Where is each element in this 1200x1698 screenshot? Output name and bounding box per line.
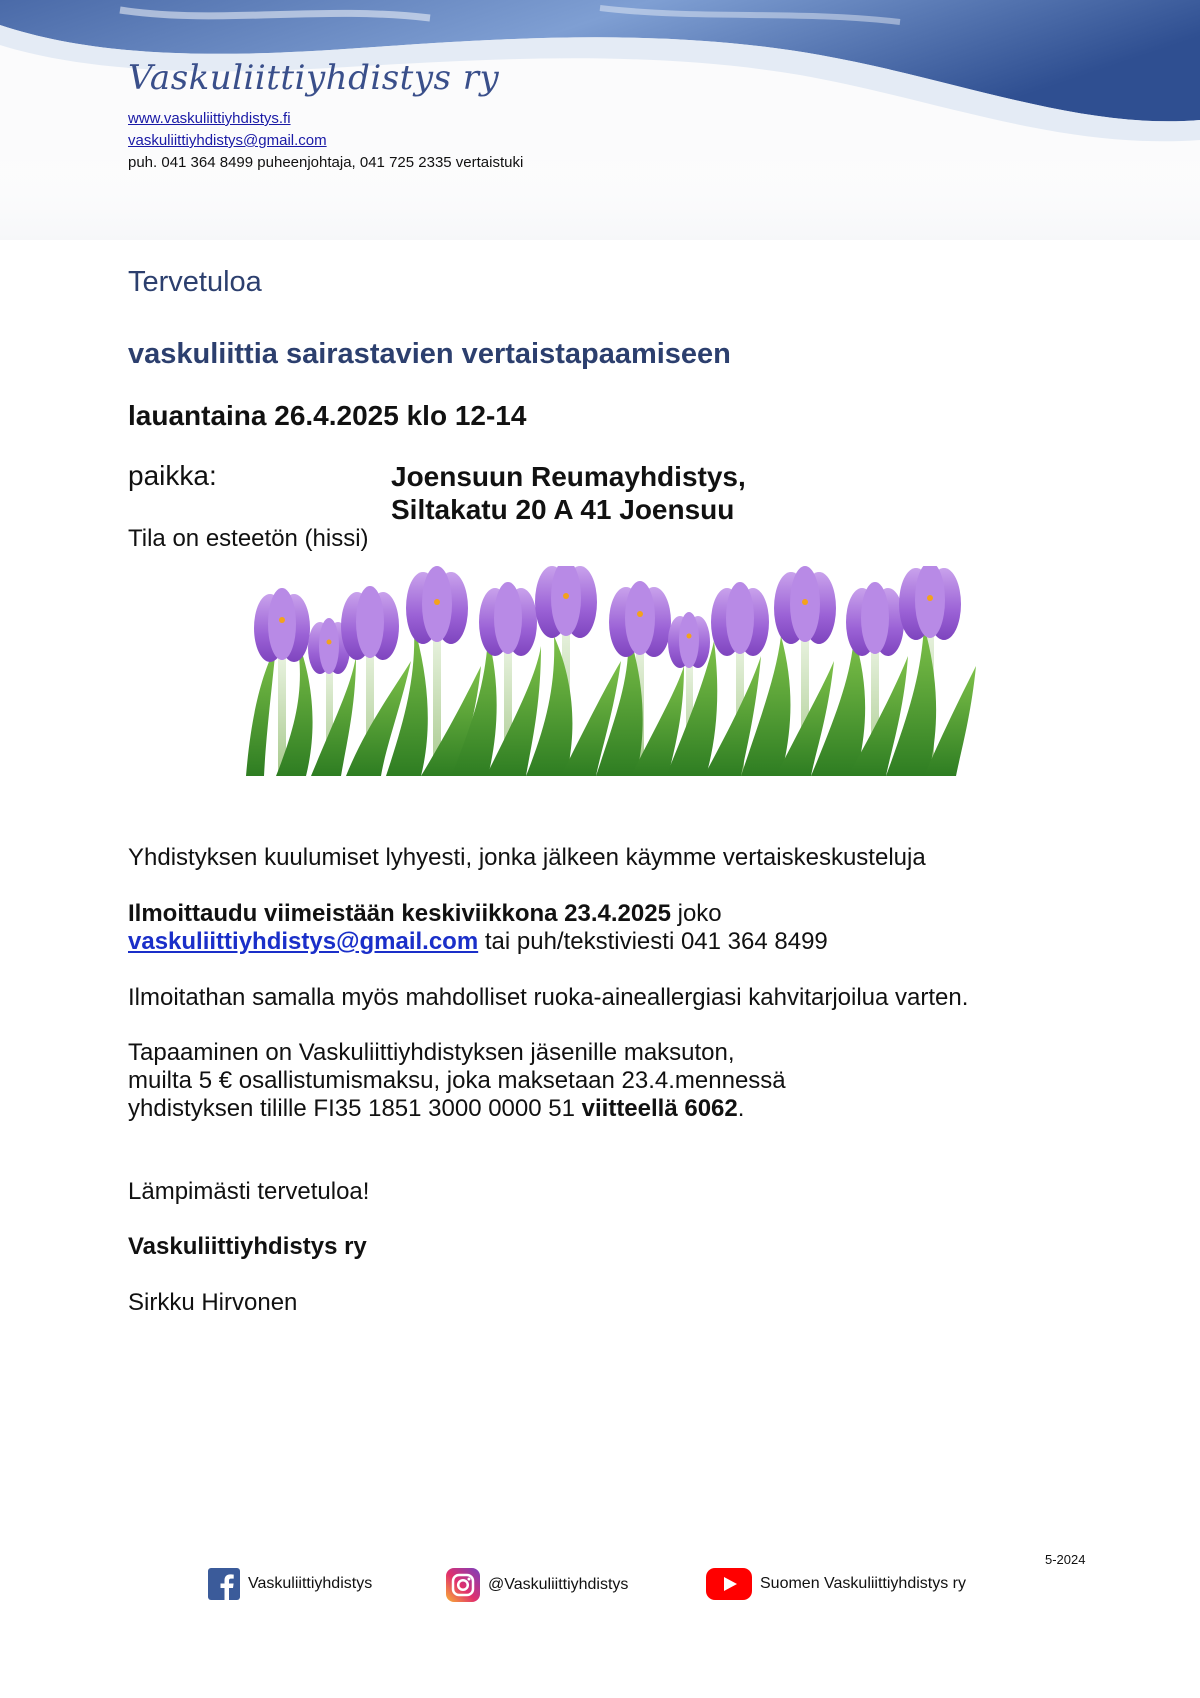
signature-name: Sirkku Hirvonen <box>128 1289 298 1316</box>
organization-logo: Vaskuliittiyhdistys ry <box>128 58 500 98</box>
place-name: Joensuun Reumayhdistys, <box>391 461 746 492</box>
fee-line-2: muilta 5 € osallistumismaksu, joka maksetaan 23.4.mennessä <box>128 1067 786 1094</box>
youtube-label: Suomen Vaskuliittiyhdistys ry <box>760 1575 966 1592</box>
fee-line-3 <box>128 1095 786 1123</box>
registration-phone: tai puh/tekstiviesti 041 364 8499 <box>478 928 828 955</box>
registration-email-link[interactable]: vaskuliittiyhdistys@gmail.com <box>128 928 479 955</box>
welcome-heading: Tervetuloa <box>128 266 262 298</box>
bank-account: yhdistyksen tilille FI35 1851 3000 0000 51 <box>128 1095 582 1122</box>
facebook-label: Vaskuliittiyhdistys <box>248 1575 373 1592</box>
place-address <box>391 460 746 526</box>
youtube-icon <box>706 1568 752 1600</box>
contact-block <box>128 108 523 174</box>
instagram-label: @Vaskuliittiyhdistys <box>488 1576 629 1593</box>
instagram-link[interactable] <box>446 1568 628 1602</box>
place-label: paikka: <box>128 460 217 491</box>
event-subtitle: vaskuliittia sairastavien vertaistapaamiseen <box>128 338 731 370</box>
registration-or: joko <box>670 900 722 927</box>
document-version: 5-2024 <box>1045 1552 1086 1567</box>
registration-deadline: Ilmoittaudu viimeistään keskiviikkona 23.4.2025 <box>128 900 671 927</box>
email-link[interactable]: vaskuliittiyhdistys@gmail.com <box>128 132 327 149</box>
accessibility-note: Tila on esteetön (hissi) <box>128 525 369 552</box>
fee-line-1: Tapaaminen on Vaskuliittiyhdistyksen jäsenille maksuton, <box>128 1039 735 1066</box>
fee-paragraph <box>128 1039 786 1123</box>
payment-reference: viitteellä 6062 <box>581 1095 738 1122</box>
fee-period: . <box>737 1095 745 1122</box>
event-date: lauantaina 26.4.2025 klo 12-14 <box>128 400 527 431</box>
youtube-link[interactable] <box>706 1568 966 1600</box>
signature-organization: Vaskuliittiyhdistys ry <box>128 1233 367 1260</box>
instagram-icon <box>446 1568 480 1602</box>
closing-greeting: Lämpimästi tervetuloa! <box>128 1178 370 1205</box>
website-link[interactable]: www.vaskuliittiyhdistys.fi <box>128 110 291 127</box>
place-street: Siltakatu 20 A 41 Joensuu <box>391 494 735 525</box>
facebook-icon <box>208 1568 240 1600</box>
allergy-paragraph: Ilmoitathan samalla myös mahdolliset ruoka-aineallergiasi kahvitarjoilua varten. <box>128 984 969 1011</box>
facebook-link[interactable] <box>208 1568 372 1600</box>
crocus-flowers-illustration <box>236 566 984 780</box>
phone-numbers: puh. 041 364 8499 puheenjohtaja, 041 725 2335 vertaistuki <box>128 154 524 171</box>
intro-paragraph: Yhdistyksen kuulumiset lyhyesti, jonka jälkeen käymme vertaiskeskusteluja <box>128 844 926 871</box>
registration-paragraph <box>128 900 828 956</box>
